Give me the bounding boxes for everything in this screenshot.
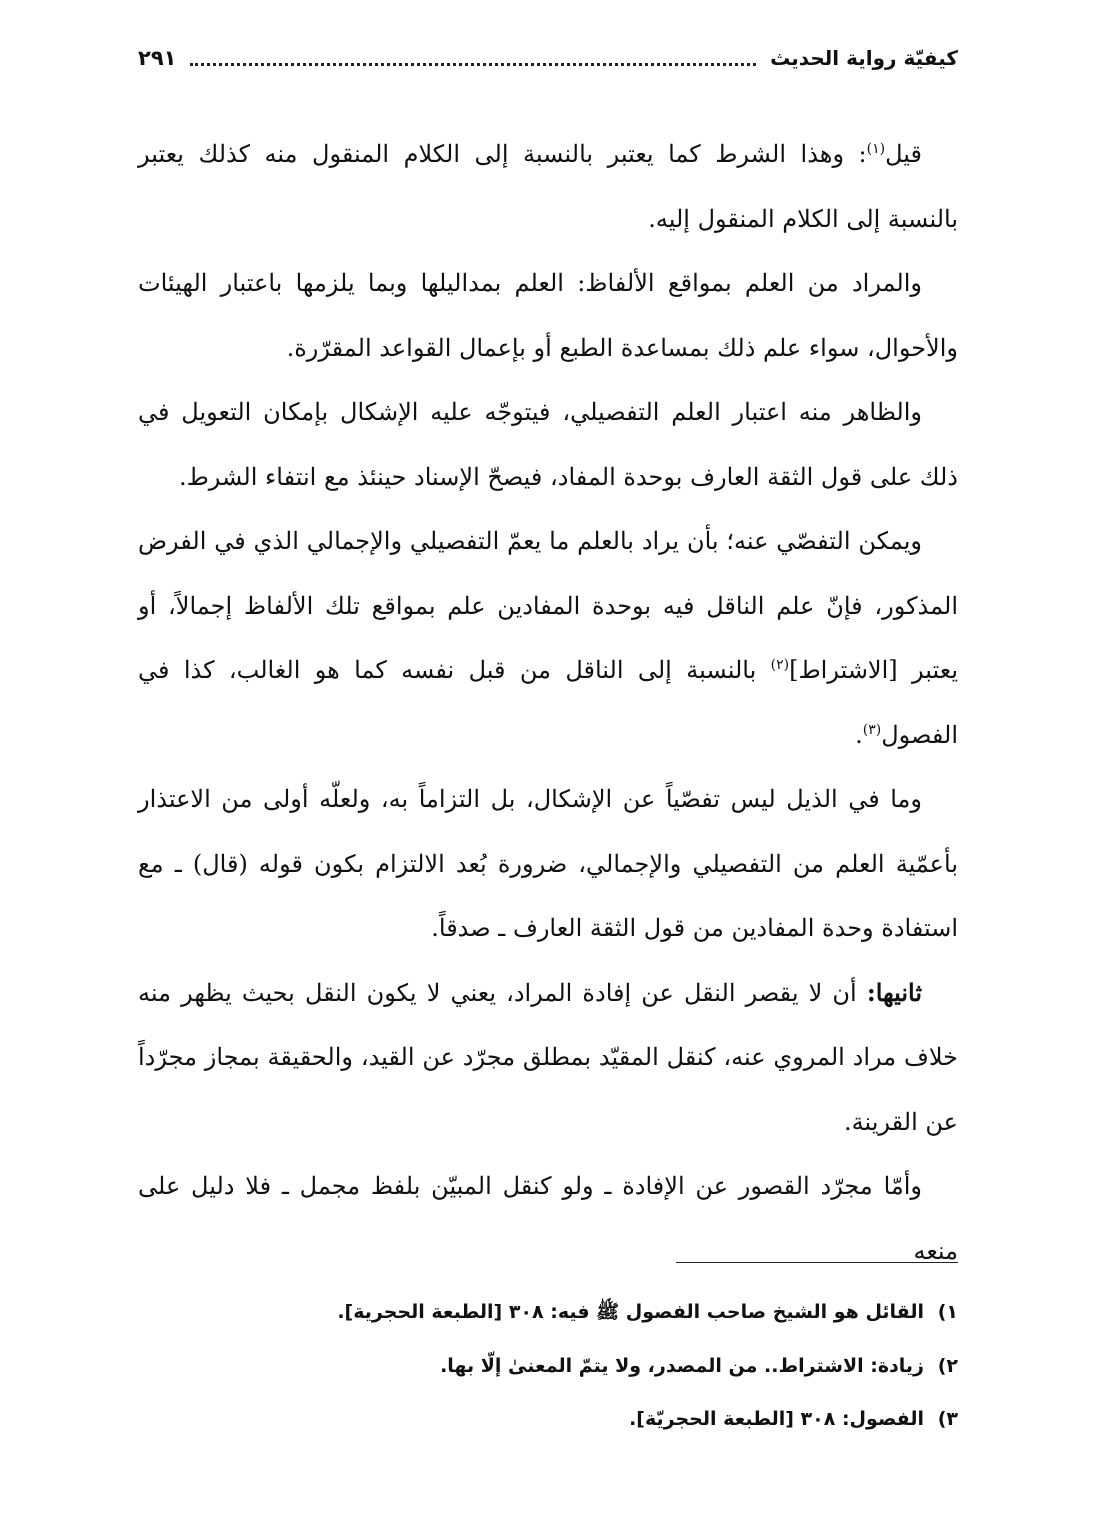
paragraph-text: : وهذا الشرط كما يعتبر بالنسبة إلى الكلام المنقول منه كذلك يعتبر بالنسبة إلى الكلام المنقول إليه.: [138, 140, 958, 233]
paragraph: [138, 1154, 958, 1283]
footnotes: [138, 1286, 958, 1447]
paragraph: [138, 509, 958, 767]
footnote-text: القائل هو الشيخ صاحب الفصول ﷺ فيه: ٣٠٨ [الطبعة الحجرية].: [337, 1301, 924, 1323]
paragraph-text: قيل: [885, 140, 922, 168]
page-header: [138, 38, 958, 78]
footnote-reference: (١): [866, 141, 886, 157]
footnote: [138, 1393, 958, 1447]
paragraph-text: .: [855, 720, 863, 749]
paragraph: [138, 122, 958, 251]
footnote-text: زيادة: الاشتراط.. من المصدر، ولا يتمّ المعنىٰ إلّا بها.: [440, 1354, 924, 1377]
footnote-number: ٣): [937, 1408, 958, 1430]
page-number: ٢٩١: [138, 46, 177, 70]
footnote-reference: (٣): [862, 721, 882, 738]
paragraph-text: بالنسبة إلى الناقل من قبل نفسه كما هو الغالب، كذا في الفصول: [138, 656, 958, 749]
section-label: ثانيها:: [866, 977, 922, 1007]
main-text: [138, 122, 958, 1283]
footnote-text: الفصول: ٣٠٨ [الطبعة الحجريّة].: [629, 1408, 924, 1430]
footnote: [138, 1340, 958, 1394]
footnote-number: ١): [937, 1301, 958, 1323]
footnote: [138, 1286, 958, 1340]
header-dot-leader: [190, 63, 756, 66]
paragraph: [138, 251, 958, 380]
paragraph: [138, 380, 958, 509]
paragraph-text: أن لا يقصر النقل عن إفادة المراد، يعني لا يكون النقل بحيث يظهر منه خلاف مراد المروي عنه، كنقل المقيّد بمطلق مجرّد عن القيد، والحقيقة بمجاز مجرّداً عن القرينة.: [138, 978, 958, 1136]
paragraph-text: والظاهر منه اعتبار العلم التفصيلي، فيتوجّه عليه الإشكال بإمكان التعويل في ذلك على قول الثقة العارف بوحدة المفاد، فيصحّ الإسناد حينئذ مع انتفاء الشرط.: [138, 398, 958, 491]
paragraph-text: وأمّا مجرّد القصور عن الإفادة ـ ولو كنقل المبيّن بلفظ مجمل ـ فلا دليل على منعه: [138, 1172, 958, 1265]
footnote-separator: [676, 1262, 958, 1263]
paragraph-text: والمراد من العلم بمواقع الألفاظ: العلم بمداليلها وبما يلزمها باعتبار الهيئات والأحوال، سواء علم ذلك بمساعدة الطبع أو بإعمال القواعد المقرّرة.: [138, 269, 958, 362]
paragraph: [138, 961, 958, 1155]
paragraph-text: ويمكن التفصّي عنه؛ بأن يراد بالعلم ما يعمّ التفصيلي والإجمالي الذي في الفرض المذكور، فإنّ علم الناقل فيه بوحدة المفادين علم بمواقع تلك الألفاظ إجمالاً، أو يعتبر [الاشتراط]: [138, 527, 958, 684]
footnote-reference: (٢): [770, 657, 790, 673]
paragraph-text: وما في الذيل ليس تفصّياً عن الإشكال، بل التزاماً به، ولعلّه أولى من الاعتذار بأعمّية العلم من التفصيلي والإجمالي، ضرورة بُعد الالتزام بكون قوله (قال) ـ مع استفادة وحدة المفادين من قول الثقة العارف ـ صدقاً.: [138, 785, 958, 942]
footnote-number: ٢): [937, 1354, 958, 1377]
paragraph: [138, 767, 958, 961]
running-title: كيفيّة رواية الحديث: [770, 46, 958, 70]
